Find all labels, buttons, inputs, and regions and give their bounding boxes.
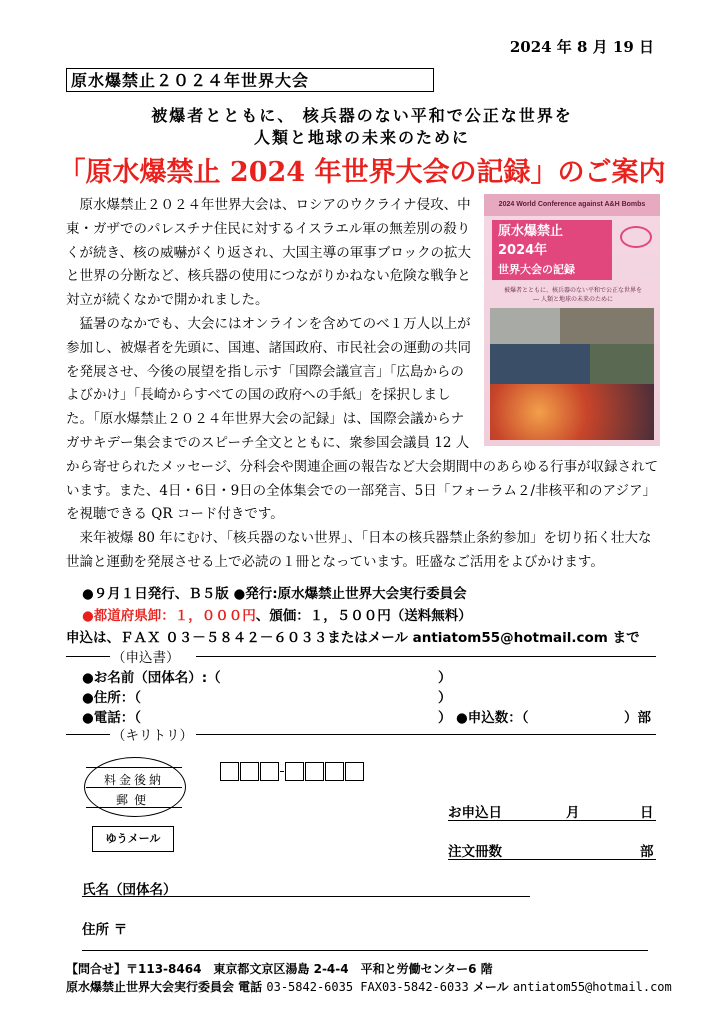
stamp-text-1: 料金後納 (103, 773, 164, 787)
cut-label: （キリトリ） (112, 728, 193, 744)
cover-tagline-2: ― 人類と地球の未来のために (533, 296, 613, 303)
form-address-label: ●住所：（ (82, 690, 142, 706)
zip-box[interactable] (325, 762, 344, 781)
mailing-name-underline[interactable] (82, 896, 530, 897)
order-date-label: お申込日 (448, 805, 502, 821)
zip-box[interactable] (305, 762, 324, 781)
close-paren: ） (438, 670, 452, 686)
zip-box[interactable] (220, 762, 239, 781)
book-cover-image (484, 194, 660, 446)
zip-box[interactable] (345, 762, 364, 781)
zip-separator (280, 771, 284, 772)
document-date: 2024 年 8 月 19 日 (509, 38, 654, 56)
mailing-address-underline[interactable] (82, 950, 648, 951)
form-address-row[interactable] (82, 686, 141, 706)
order-quantity-underline (448, 859, 656, 860)
footer-email[interactable]: antiatom55@hotmail.com (512, 980, 672, 994)
footer-org-phone: 原水爆禁止世界大会実行委員会 電話 (66, 980, 263, 994)
mailing-address-label: 住所 〒 (82, 922, 128, 938)
cut-line (66, 734, 110, 735)
issue-info: ●９月１日発行、Ｂ５版 ●発行:原水爆禁止世界大会実行委員会 (82, 586, 467, 602)
close-paren: ） (438, 710, 452, 726)
order-date-underline (448, 820, 656, 821)
cut-line (196, 734, 656, 735)
retail-price: 、頒価：１，５００円（送料無料） (255, 608, 472, 624)
body-paragraph-2: 猛暑のなかでも、大会にはオンラインを含めてのべ１万人以上が参加し、被爆者を先頭に、国連、諸国政府、市民社会の運動の共同を発展させ、今後の展望を指し示す「国際会議宣言」「広島からのよびかけ」「長崎からすべての国の政府への手紙」を採択しました。「原水爆禁止２０２４年世界大会の記録」は、国際会議からナガサキデー集会までのスピーチ全文とともに、衆参国会議員 12 人から寄せられたメッセージ、分科会や関連企画の報告など大会期間中のあらゆる行事が収録されています。また、4日・6日・9日の全体集会での一部発言、5日「フォーラム２/非核平和のアジア」を視聴できる QR コード付きです。 (66, 315, 659, 523)
divider (196, 656, 656, 657)
order-quantity-label: 注文冊数 (448, 844, 502, 860)
body-paragraph-3: 来年被爆 80 年にむけ、「核兵器のない世界」、「日本の核兵器禁止条約参加」を切り拓く壮大な世論と運動を発展させる上で必読の１冊となっています。旺盛なご活用をよびかけます。 (66, 530, 652, 570)
form-header: （申込書） (112, 650, 180, 666)
subtitle-line-1: 被爆者とともに、 核兵器のない平和で公正な世界を (151, 106, 573, 125)
footer-phone-fax: 03-5842-6035 FAX03-5842-6033 (266, 980, 469, 994)
postal-code-boxes[interactable] (220, 760, 365, 782)
cover-title-1: 原水爆禁止 (498, 224, 564, 239)
cover-top-text: 2024 World Conference against A&H Bombs (484, 194, 660, 216)
form-quantity-unit: ）部 (624, 710, 651, 726)
form-phone-row[interactable] (82, 706, 141, 726)
order-quantity-unit: 部 (640, 844, 654, 860)
footer-mail-label: メール (472, 980, 509, 994)
form-quantity-label[interactable]: ●申込数：（ (456, 710, 529, 726)
event-name-box: 原水爆禁止２０２４年世界大会 (66, 68, 434, 92)
stamp-line (86, 787, 182, 788)
order-month-label: 月 (566, 805, 580, 821)
subtitle-line-2: 人類と地球の未来のために (253, 128, 470, 147)
price-info (82, 604, 472, 624)
stamp-line (86, 767, 182, 768)
cover-title-2: 2024年 (498, 243, 548, 258)
mailing-name-label: 氏名（団体名） (82, 882, 177, 898)
close-paren: ） (438, 690, 452, 706)
cover-tagline (498, 286, 648, 304)
zip-box[interactable] (240, 762, 259, 781)
form-name-label: ●お名前（団体名）:（ (82, 670, 221, 686)
order-day-label: 日 (640, 805, 654, 821)
headline: 「原水爆禁止 2024 年世界大会の記録」のご案内 (58, 157, 666, 188)
zip-box[interactable] (285, 762, 304, 781)
zip-box[interactable] (260, 762, 279, 781)
conference-photo (490, 308, 654, 440)
stamp-text-2: 郵便 (115, 793, 152, 807)
stamp-line (86, 807, 182, 808)
cover-title-3: 世界大会の記録 (498, 263, 575, 276)
footer-contact-line (66, 978, 672, 995)
apply-info: 申込は、ＦＡＸ ０３－５８４２－６０３３またはメール antiatom55@hotmail.com まで (66, 630, 640, 646)
divider (66, 656, 110, 657)
wholesale-price: ●都道府県卸：１，０００円 (82, 608, 256, 624)
form-phone-label: ●電話：（ (82, 710, 142, 726)
footer-contact-address: 【問合せ】〒113-8464 東京都文京区湯島 2-4-4 平和と労働センター6 階 (66, 962, 493, 976)
body-paragraph-1: 原水爆禁止２０２４年世界大会は、ロシアのウクライナ侵攻、中東・ガザでのパレスチナ住民に対するイスラエル軍の無差別の殺りくが続き、核の威嚇がくり返され、大国主導の軍事ブロックの拡大と世界の分断など、核兵器の使用につながりかねない危険な戦争と対立が続くなかで開かれました。 (66, 197, 471, 309)
cover-title (492, 220, 612, 280)
dove-logo-icon (620, 226, 652, 248)
body-text (66, 194, 664, 575)
yu-mail-label: ゆうメール (92, 826, 174, 852)
book-cover (484, 194, 664, 446)
cover-tagline-1: 被爆者とともに、核兵器のない平和で公正な世界を (503, 287, 642, 294)
form-name-row[interactable] (82, 666, 221, 686)
